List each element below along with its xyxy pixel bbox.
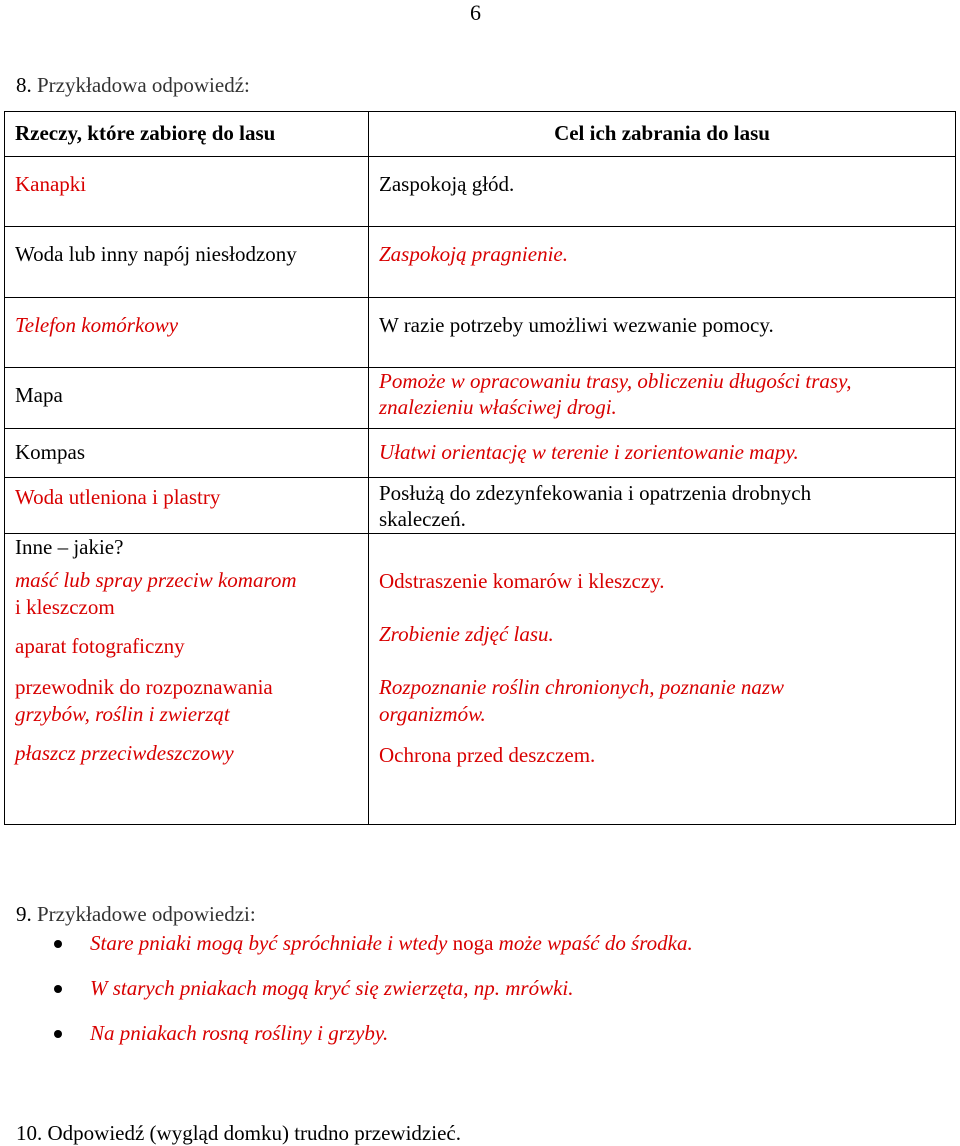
list-item-text: Na pniakach rosną rośliny i grzyby. xyxy=(90,1021,389,1045)
col-header-purpose: Cel ich zabrania do lasu xyxy=(369,112,956,157)
item-cell: Kompas xyxy=(15,440,85,464)
purpose-cell: W razie potrzeby umożliwi wezwanie pomocy. xyxy=(379,313,774,337)
table-header-row xyxy=(5,112,956,157)
other-purpose: Odstraszenie komarów i kleszczy. xyxy=(379,568,665,593)
bullet-icon xyxy=(54,940,62,948)
q9-number: 9. xyxy=(16,902,32,926)
other-purpose: Zrobienie zdjęć lasu. xyxy=(379,621,554,646)
item-cell: Woda utleniona i plastry xyxy=(15,485,221,509)
q8-number: 8. xyxy=(16,73,32,97)
q9-heading xyxy=(16,902,256,927)
other-item-line1: przewodnik do rozpoznawania xyxy=(15,674,273,699)
bullet-icon xyxy=(54,1030,62,1038)
item-cell: Kanapki xyxy=(15,172,87,196)
other-label: Inne – jakie? xyxy=(15,534,124,559)
list-item xyxy=(0,973,693,1018)
other-item-line2: grzybów, roślin i zwierząt xyxy=(15,701,230,726)
list-item xyxy=(0,1018,693,1063)
item-cell: Mapa xyxy=(15,383,63,407)
table-row xyxy=(5,227,956,298)
page-number: 6 xyxy=(470,0,481,25)
list-item-text: noga xyxy=(452,931,499,955)
purpose-cell-line1: Pomoże w opracowaniu trasy, obliczeniu długości trasy, xyxy=(379,369,852,393)
other-item: aparat fotograficzny xyxy=(15,634,185,659)
other-item-line1: maść lub spray przeciw komarom xyxy=(15,567,297,592)
table-row xyxy=(5,298,956,368)
list-item-text: W starych pniakach mogą kryć się zwierzęta, np. mrówki. xyxy=(90,976,574,1000)
q9-title: Przykładowe odpowiedzi: xyxy=(37,902,256,926)
other-item-line2: i kleszczom xyxy=(15,595,115,620)
list-item xyxy=(0,928,693,973)
purpose-cell-line1: Posłużą do zdezynfekowania i opatrzenia drobnych xyxy=(379,481,812,505)
item-cell: Telefon komórkowy xyxy=(15,313,179,337)
item-cell: Woda lub inny napój niesłodzony xyxy=(15,242,297,266)
table-row xyxy=(5,429,956,478)
answers-table xyxy=(4,111,956,825)
table-row xyxy=(5,157,956,227)
other-purpose-line1: Rozpoznanie roślin chronionych, poznanie nazw xyxy=(379,675,785,700)
q10-answer: 10. Odpowiedź (wygląd domku) trudno przewidzieć. xyxy=(16,1121,461,1145)
table-row-other xyxy=(5,533,956,824)
col-header-items: Rzeczy, które zabiorę do lasu xyxy=(5,112,369,157)
purpose-cell: Ułatwi orientację w terenie i zorientowanie mapy. xyxy=(379,440,799,464)
other-item: płaszcz przeciwdeszczowy xyxy=(15,741,234,766)
other-purpose-line2: organizmów. xyxy=(379,702,486,727)
q8-title: Przykładowa odpowiedź: xyxy=(37,73,250,97)
purpose-cell-line2: skaleczeń. xyxy=(379,507,466,532)
purpose-cell: Zaspokoją pragnienie. xyxy=(379,242,568,266)
purpose-cell-line2: znalezieniu właściwej drogi. xyxy=(379,395,617,420)
table-row xyxy=(5,368,956,429)
q8-heading xyxy=(16,73,250,98)
list-item-text: Stare pniaki mogą być spróchniałe i wtedy xyxy=(90,931,453,955)
table-row xyxy=(5,478,956,534)
q9-bullet-list xyxy=(0,928,693,1063)
list-item-text: może wpaść do środka. xyxy=(498,931,693,955)
bullet-icon xyxy=(54,985,62,993)
other-purpose: Ochrona przed deszczem. xyxy=(379,742,596,767)
purpose-cell: Zaspokoją głód. xyxy=(379,172,515,196)
